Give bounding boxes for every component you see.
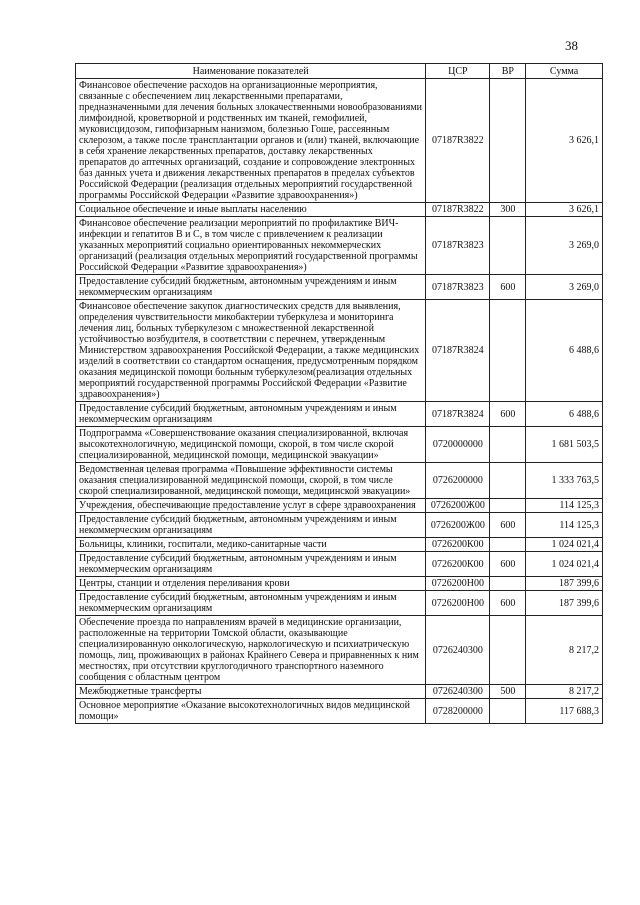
row-csr: 07187R3822 (426, 203, 490, 217)
row-name: Учреждения, обеспечивающие предоставление услуг в сфере здравоохранения (76, 499, 426, 513)
row-name: Межбюджетные трансферты (76, 685, 426, 699)
row-name: Подпрограмма «Совершенствование оказания специализированной, включая высокотехнологичную, медицинской помощи, скорой, в том числе скорой специализированной, медицинской помощи, медицинской эвакуации» (76, 427, 426, 463)
row-sum: 3 626,1 (526, 203, 603, 217)
row-sum: 187 399,6 (526, 577, 603, 591)
header-vr: ВР (490, 64, 526, 79)
row-name: Больницы, клиники, госпитали, медико-санитарные части (76, 538, 426, 552)
table-row (76, 275, 603, 300)
row-vr (490, 79, 526, 203)
row-csr: 0726240300 (426, 685, 490, 699)
row-csr: 0726200000 (426, 463, 490, 499)
table-row (76, 591, 603, 616)
row-vr (490, 538, 526, 552)
row-sum: 187 399,6 (526, 591, 603, 616)
table-row (76, 685, 603, 699)
row-sum: 117 688,3 (526, 699, 603, 724)
table-row (76, 513, 603, 538)
row-vr: 600 (490, 275, 526, 300)
row-csr: 07187R3823 (426, 217, 490, 275)
row-vr: 600 (490, 513, 526, 538)
row-sum: 1 024 021,4 (526, 552, 603, 577)
row-vr (490, 300, 526, 402)
row-csr: 07187R3823 (426, 275, 490, 300)
row-sum: 3 269,0 (526, 275, 603, 300)
row-vr (490, 616, 526, 685)
row-vr: 600 (490, 552, 526, 577)
table-row (76, 699, 603, 724)
row-name: Основное мероприятие «Оказание высокотехнологичных видов медицинской помощи» (76, 699, 426, 724)
row-csr: 0720000000 (426, 427, 490, 463)
row-csr: 07187R3824 (426, 300, 490, 402)
row-name: Предоставление субсидий бюджетным, автономным учреждениям и иным некоммерческим организациям (76, 513, 426, 538)
header-name: Наименование показателей (76, 64, 426, 79)
row-name: Предоставление субсидий бюджетным, автономным учреждениям и иным некоммерческим организациям (76, 552, 426, 577)
row-csr: 07187R3822 (426, 79, 490, 203)
table-row (76, 402, 603, 427)
budget-table (75, 63, 603, 724)
row-csr: 0726200Ж00 (426, 513, 490, 538)
row-sum: 1 333 763,5 (526, 463, 603, 499)
row-sum: 6 488,6 (526, 402, 603, 427)
row-sum: 3 269,0 (526, 217, 603, 275)
row-csr: 0726200Н00 (426, 591, 490, 616)
row-name: Центры, станции и отделения переливания крови (76, 577, 426, 591)
row-sum: 8 217,2 (526, 685, 603, 699)
row-name: Ведомственная целевая программа «Повышение эффективности системы оказания специализированной медицинской помощи, скорой, в том числе скорой специализированной, медицинской помощи, медицинской эвакуации» (76, 463, 426, 499)
row-name: Финансовое обеспечение закупок диагностических средств для выявления, определения чувствительности микобактерии туберкулеза и мониторинга лечения лиц, больных туберкулезом с множественной лекарственной устойчивостью возбудителя, в соответствии с перечнем, утвержденным Министерством здравоохранения Российской Федерации, а также медицинских изделий в соответствии со стандартом оснащения, предусмотренным порядком оказания медицинской помощи больным туберкулезом(реализация отдельных мероприятий государственной программы Российской Федерации «Развитие здравоохранения») (76, 300, 426, 402)
row-csr: 0726200К00 (426, 538, 490, 552)
table-row (76, 463, 603, 499)
table-header-row (76, 64, 603, 79)
header-csr: ЦСР (426, 64, 490, 79)
table-row (76, 577, 603, 591)
header-sum: Сумма (526, 64, 603, 79)
row-sum: 3 626,1 (526, 79, 603, 203)
table-row (76, 552, 603, 577)
table-row (76, 616, 603, 685)
row-csr: 0726200Н00 (426, 577, 490, 591)
row-vr (490, 577, 526, 591)
row-vr: 500 (490, 685, 526, 699)
row-sum: 6 488,6 (526, 300, 603, 402)
row-sum: 114 125,3 (526, 499, 603, 513)
row-sum: 114 125,3 (526, 513, 603, 538)
table-row (76, 427, 603, 463)
row-vr (490, 699, 526, 724)
row-sum: 1 681 503,5 (526, 427, 603, 463)
row-name: Предоставление субсидий бюджетным, автономным учреждениям и иным некоммерческим организациям (76, 591, 426, 616)
row-csr: 0726200Ж00 (426, 499, 490, 513)
row-name: Обеспечение проезда по направлениям врачей в медицинские организации, расположенные на территории Томской области, оказывающие специализированную онкологическую, наркологическую и психиатрическую помощь, лиц, проживающих в районах Крайнего Севера и приравненных к ним местностях, при отсутствии круглогодичного транспортного наземного сообщения с областным центром (76, 616, 426, 685)
row-name: Финансовое обеспечение реализации мероприятий по профилактике ВИЧ-инфекции и гепатитов В и С, в том числе с привлечением к реализации указанных мероприятий социально ориентированных некоммерческих организаций (реализация отдельных мероприятий государственной программы Российской Федерации «Развитие здравоохранения») (76, 217, 426, 275)
page-number: 38 (565, 38, 578, 53)
row-vr: 600 (490, 591, 526, 616)
table-row (76, 499, 603, 513)
table-row (76, 538, 603, 552)
row-vr: 600 (490, 402, 526, 427)
row-sum: 8 217,2 (526, 616, 603, 685)
row-name: Предоставление субсидий бюджетным, автономным учреждениям и иным некоммерческим организациям (76, 275, 426, 300)
row-sum: 1 024 021,4 (526, 538, 603, 552)
row-vr (490, 217, 526, 275)
row-csr: 0726240300 (426, 616, 490, 685)
row-csr: 07187R3824 (426, 402, 490, 427)
table-row (76, 79, 603, 203)
row-vr (490, 499, 526, 513)
table-row (76, 300, 603, 402)
row-csr: 0728200000 (426, 699, 490, 724)
row-name: Социальное обеспечение и иные выплаты населению (76, 203, 426, 217)
row-csr: 0726200К00 (426, 552, 490, 577)
table-row (76, 203, 603, 217)
row-name: Финансовое обеспечение расходов на организационные мероприятия, связанные с обеспечением лиц лекарственными препаратами, предназначенными для лечения больных злокачественными новообразованиями лимфоидной, кроветворной и родственных им тканей, гемофилией, муковисцидозом, гипофизарным нанизмом, болезнью Гоше, рассеянным склерозом, а также после трансплантации органов и (или) тканей, включающие в себя хранение лекарственных препаратов, доставку лекарственных препаратов до аптечных организаций, создание и сопровождение электронных баз данных учета и движения лекарственных препаратов в пределах субъектов Российской Федерации (реализация отдельных мероприятий государственной программы Российской Федерации «Развитие здравоохранения») (76, 79, 426, 203)
row-vr: 300 (490, 203, 526, 217)
row-vr (490, 427, 526, 463)
row-name: Предоставление субсидий бюджетным, автономным учреждениям и иным некоммерческим организациям (76, 402, 426, 427)
row-vr (490, 463, 526, 499)
table-row (76, 217, 603, 275)
